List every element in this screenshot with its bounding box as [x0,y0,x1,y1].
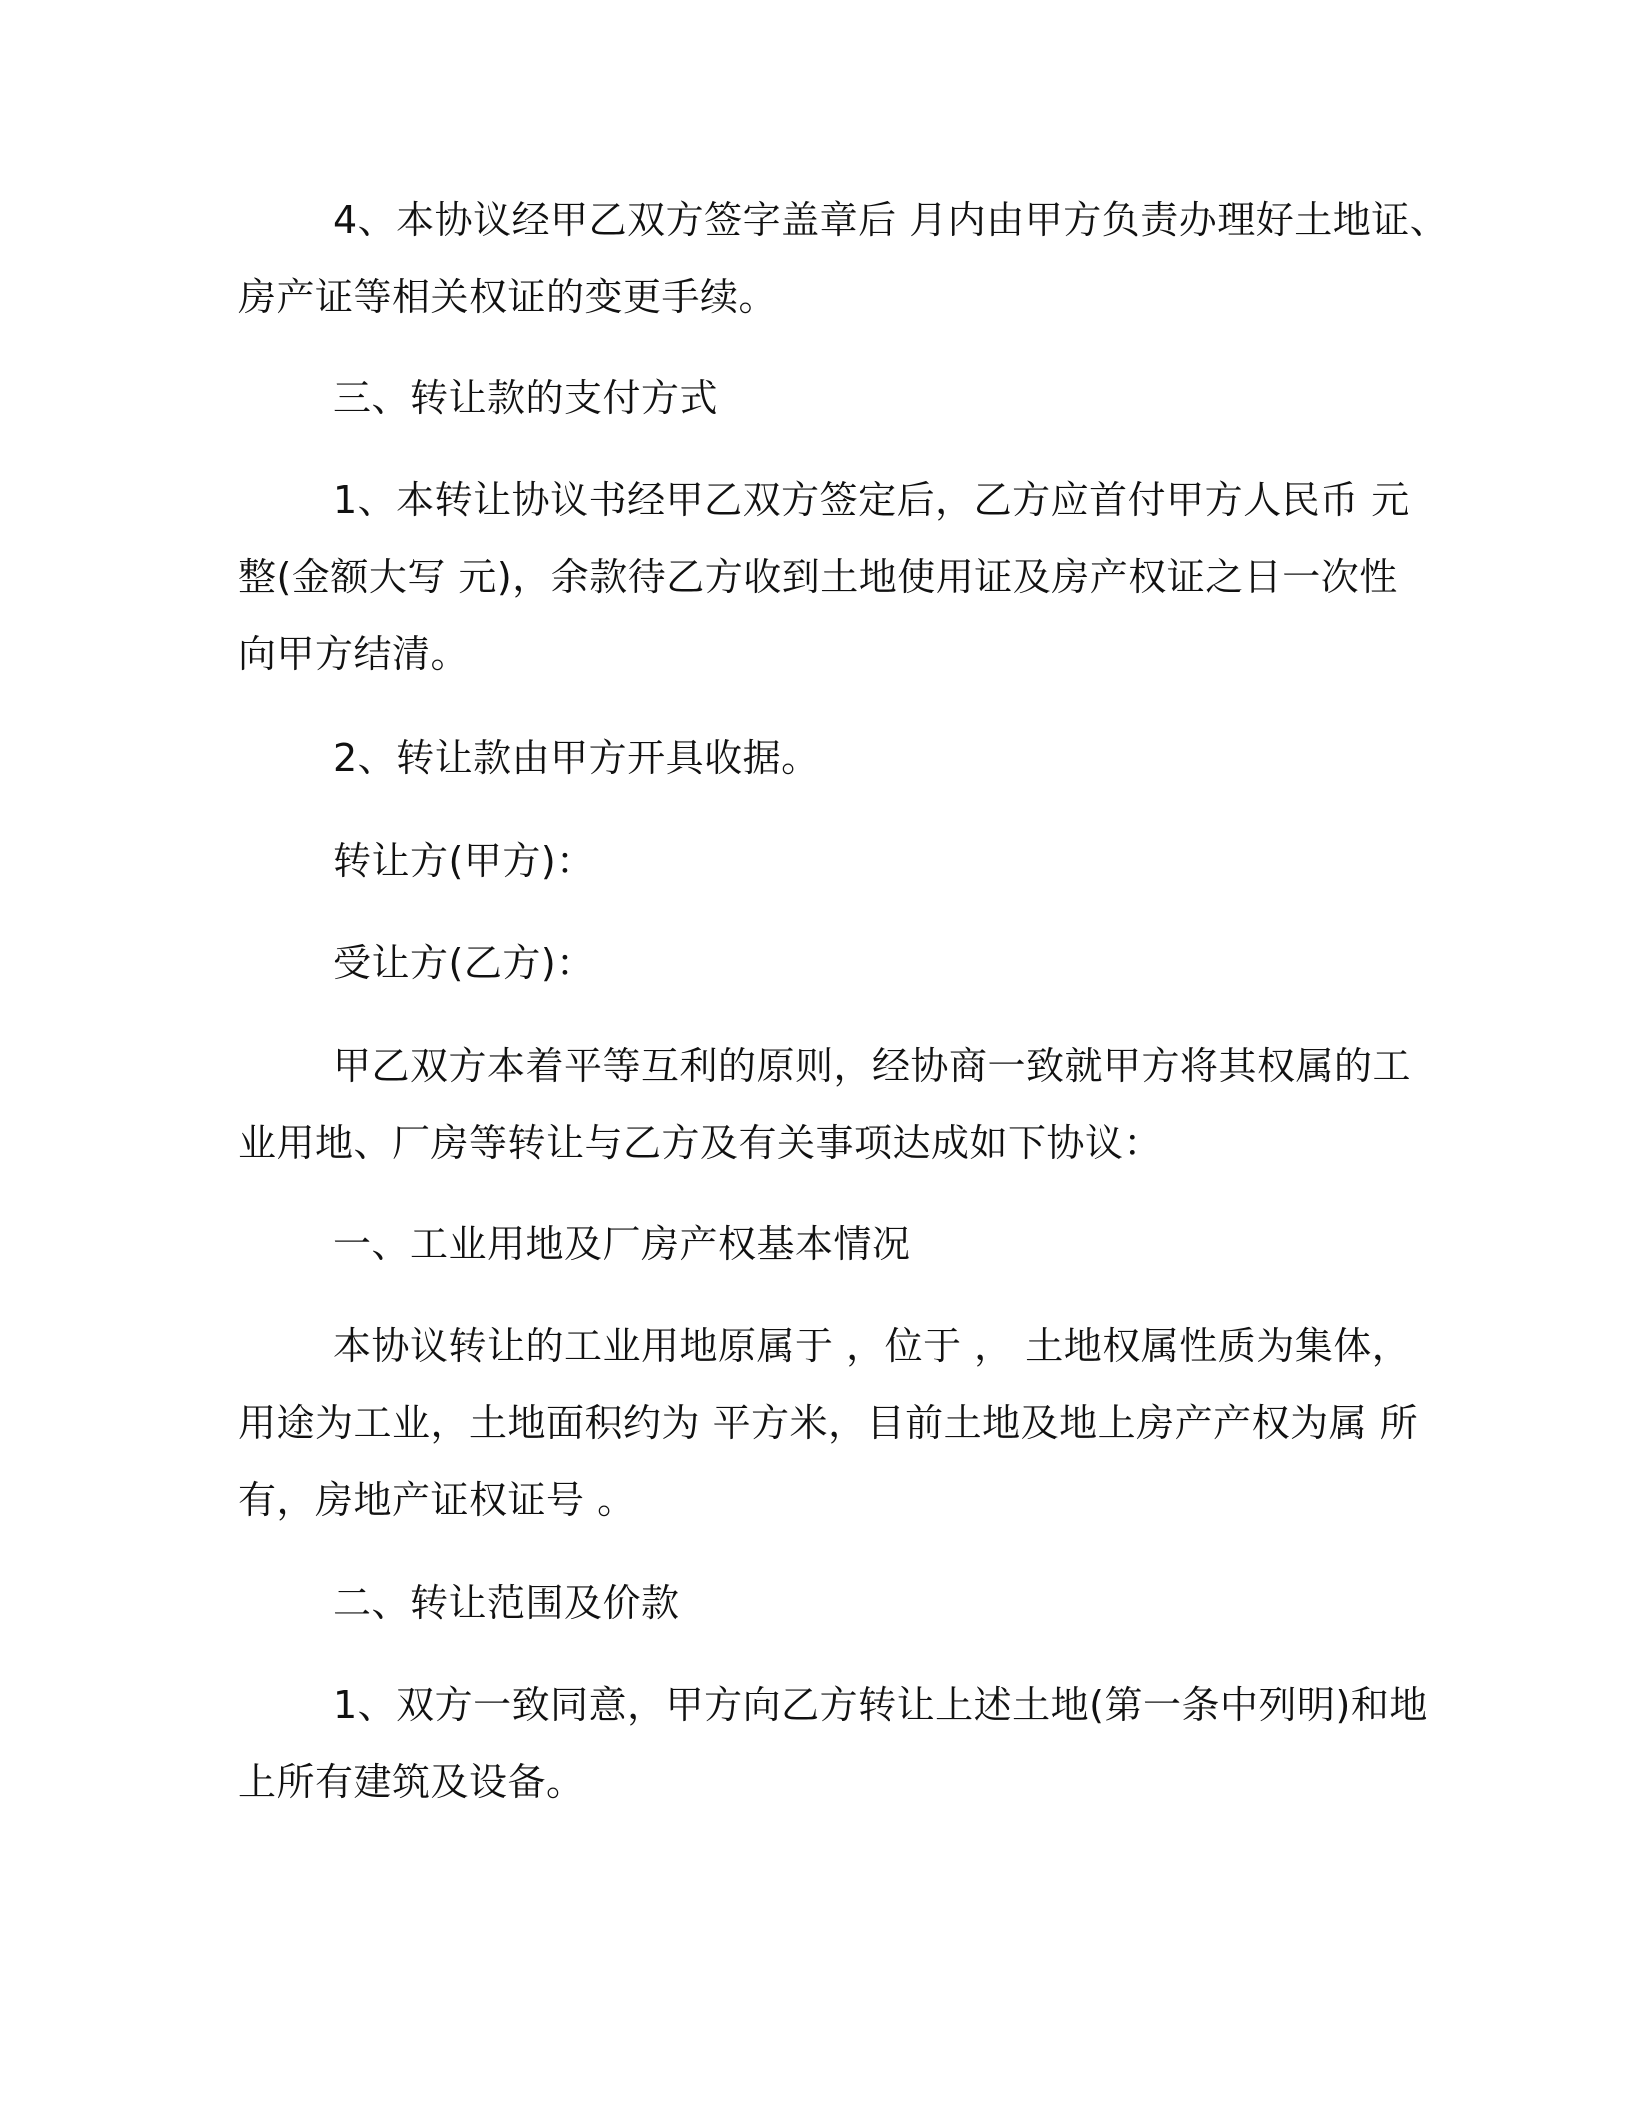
land-info-line-3: 有，房地产证权证号 。 [238,1478,636,1522]
land-info-line-1: 本协议转让的工业用地原属于 ，位于 ， 土地权属性质为集体， [333,1324,1411,1368]
clause-4-line-1: 4、本协议经甲乙双方签字盖章后 月内由甲方负责办理好土地证、 [333,198,1449,242]
section-2-heading: 二、转让范围及价款 [333,1581,680,1625]
payment-clause-1-line-1: 1、本转让协议书经甲乙双方签定后，乙方应首付甲方人民币 元 [333,478,1410,522]
payment-clause-2: 2、转让款由甲方开具收据。 [333,736,820,780]
transferee-label: 受让方(乙方)： [333,941,595,985]
scope-clause-1-line-2: 上所有建筑及设备。 [238,1760,585,1804]
section-1-heading: 一、工业用地及厂房产权基本情况 [333,1222,911,1266]
scope-clause-1-line-1: 1、双方一致同意，甲方向乙方转让上述土地(第一条中列明)和地 [333,1683,1428,1727]
clause-4-line-2: 房产证等相关权证的变更手续。 [238,275,778,319]
preamble-line-1: 甲乙双方本着平等互利的原则，经协商一致就甲方将其权属的工 [333,1044,1412,1088]
preamble-line-2: 业用地、厂房等转让与乙方及有关事项达成如下协议： [238,1121,1163,1165]
transferor-label: 转让方(甲方)： [333,839,595,883]
section-3-heading: 三、转让款的支付方式 [333,376,719,420]
payment-clause-1-line-3: 向甲方结清。 [238,632,470,676]
payment-clause-1-line-2: 整(金额大写 元)，余款待乙方收到土地使用证及房产权证之日一次性 [238,555,1398,599]
land-info-line-2: 用途为工业，土地面积约为 平方米，目前土地及地上房产产权为属 所 [238,1401,1419,1445]
